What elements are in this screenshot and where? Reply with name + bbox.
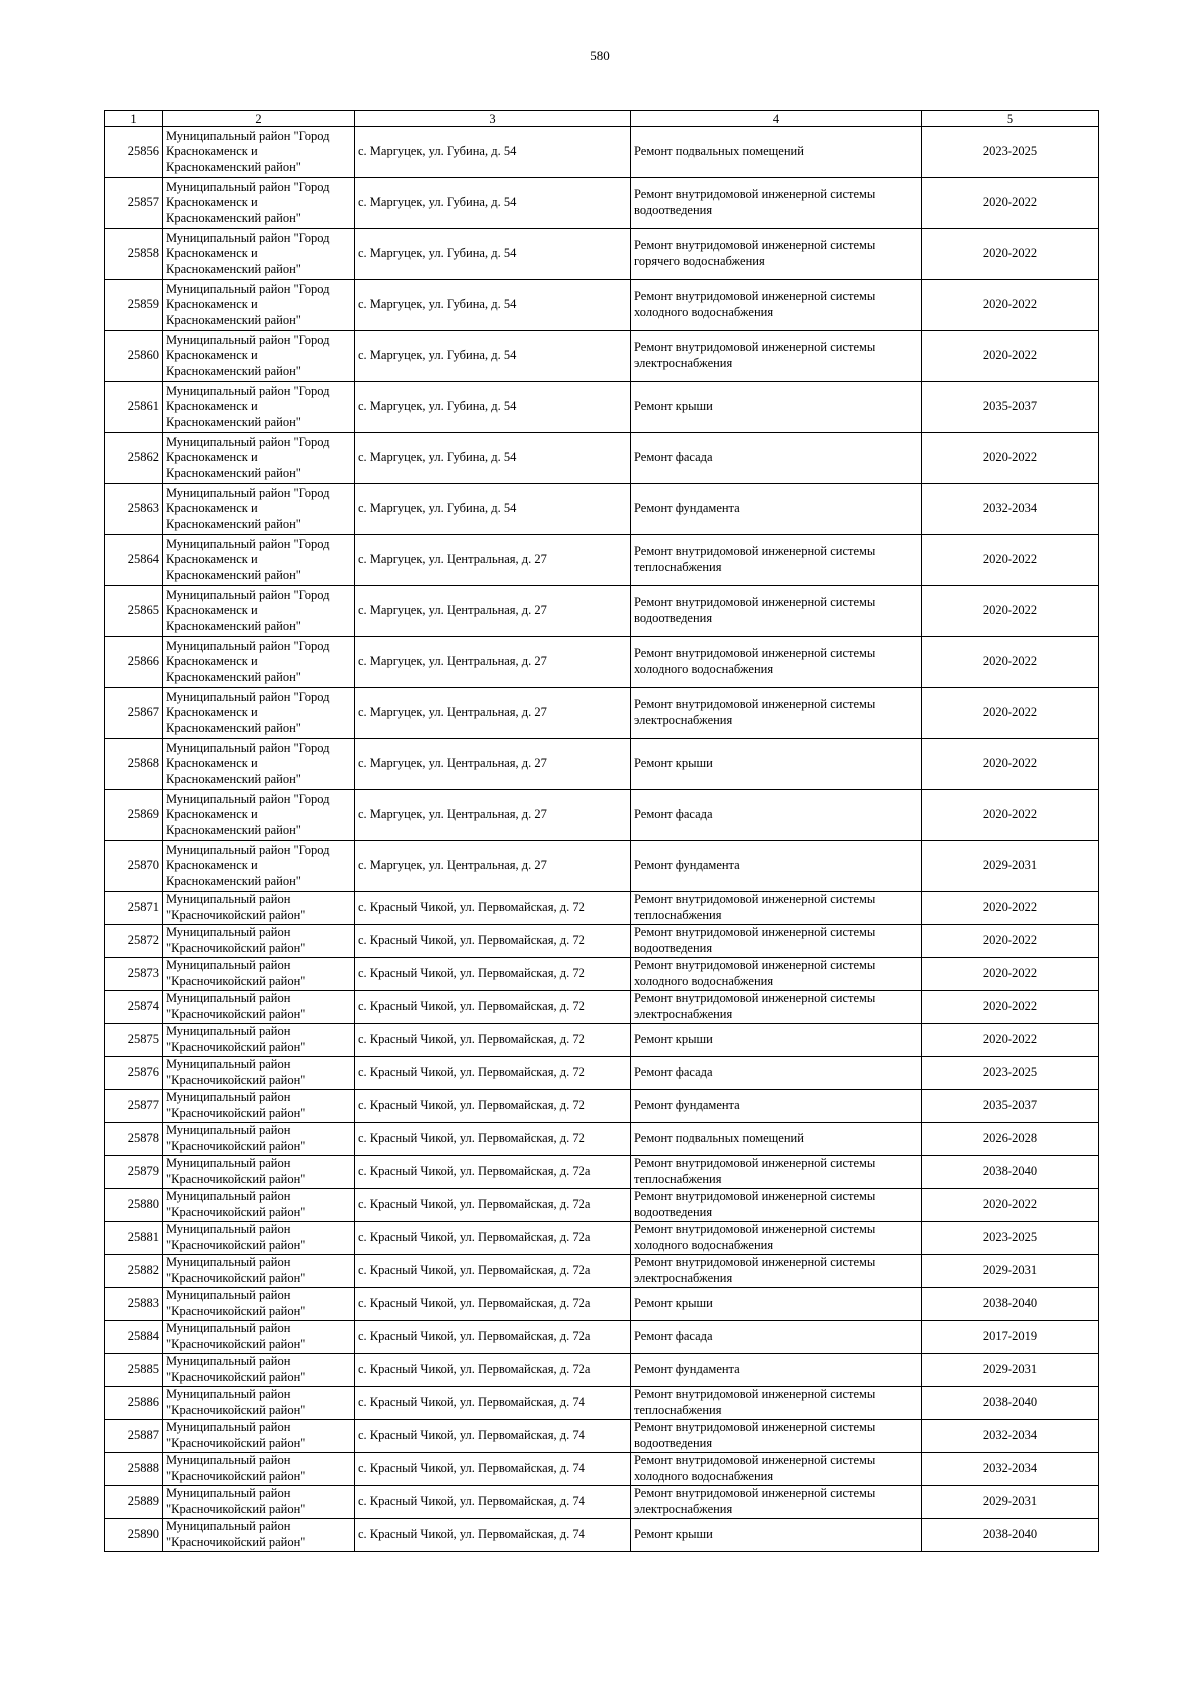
period-cell: 2029-2031 [922, 1354, 1099, 1387]
district-cell: Муниципальный район "Город Краснокаменск и Краснокаменский район" [163, 841, 355, 892]
address-cell: с. Маргуцек, ул. Центральная, д. 27 [355, 535, 631, 586]
address-cell: с. Красный Чикой, ул. Первомайская, д. 72а [355, 1222, 631, 1255]
row-number: 25877 [105, 1090, 163, 1123]
row-number: 25878 [105, 1123, 163, 1156]
address-cell: с. Красный Чикой, ул. Первомайская, д. 72а [355, 1189, 631, 1222]
period-cell: 2020-2022 [922, 331, 1099, 382]
table-row [105, 586, 1099, 637]
row-number: 25862 [105, 433, 163, 484]
period-cell: 2038-2040 [922, 1288, 1099, 1321]
table-row [105, 535, 1099, 586]
table-row [105, 841, 1099, 892]
district-cell: Муниципальный район "Красночикойский район" [163, 1057, 355, 1090]
header-col-5: 5 [922, 111, 1099, 127]
period-cell: 2029-2031 [922, 1486, 1099, 1519]
table-row [105, 1222, 1099, 1255]
row-number: 25887 [105, 1420, 163, 1453]
district-cell: Муниципальный район "Город Краснокаменск и Краснокаменский район" [163, 127, 355, 178]
district-cell: Муниципальный район "Город Краснокаменск и Краснокаменский район" [163, 637, 355, 688]
table-row [105, 1057, 1099, 1090]
work-type-cell: Ремонт внутридомовой инженерной системы холодного водоснабжения [631, 637, 922, 688]
district-cell: Муниципальный район "Город Краснокаменск и Краснокаменский район" [163, 484, 355, 535]
table-row [105, 1354, 1099, 1387]
district-cell: Муниципальный район "Красночикойский район" [163, 1519, 355, 1552]
address-cell: с. Маргуцек, ул. Центральная, д. 27 [355, 739, 631, 790]
work-type-cell: Ремонт крыши [631, 739, 922, 790]
address-cell: с. Маргуцек, ул. Губина, д. 54 [355, 127, 631, 178]
district-cell: Муниципальный район "Красночикойский район" [163, 1321, 355, 1354]
address-cell: с. Маргуцек, ул. Центральная, д. 27 [355, 841, 631, 892]
address-cell: с. Красный Чикой, ул. Первомайская, д. 72а [355, 1156, 631, 1189]
work-type-cell: Ремонт подвальных помещений [631, 127, 922, 178]
row-number: 25875 [105, 1024, 163, 1057]
period-cell: 2017-2019 [922, 1321, 1099, 1354]
work-type-cell: Ремонт внутридомовой инженерной системы водоотведения [631, 1189, 922, 1222]
address-cell: с. Маргуцек, ул. Центральная, д. 27 [355, 688, 631, 739]
period-cell: 2020-2022 [922, 688, 1099, 739]
district-cell: Муниципальный район "Город Краснокаменск и Краснокаменский район" [163, 229, 355, 280]
address-cell: с. Красный Чикой, ул. Первомайская, д. 72 [355, 1024, 631, 1057]
row-number: 25880 [105, 1189, 163, 1222]
row-number: 25876 [105, 1057, 163, 1090]
address-cell: с. Маргуцек, ул. Губина, д. 54 [355, 331, 631, 382]
row-number: 25856 [105, 127, 163, 178]
address-cell: с. Красный Чикой, ул. Первомайская, д. 72 [355, 892, 631, 925]
table-row [105, 790, 1099, 841]
table-row [105, 739, 1099, 790]
work-type-cell: Ремонт внутридомовой инженерной системы холодного водоснабжения [631, 1222, 922, 1255]
page-number: 580 [590, 48, 610, 63]
period-cell: 2038-2040 [922, 1156, 1099, 1189]
address-cell: с. Красный Чикой, ул. Первомайская, д. 72а [355, 1288, 631, 1321]
address-cell: с. Маргуцек, ул. Губина, д. 54 [355, 229, 631, 280]
row-number: 25881 [105, 1222, 163, 1255]
address-cell: с. Красный Чикой, ул. Первомайская, д. 72а [355, 1354, 631, 1387]
row-number: 25885 [105, 1354, 163, 1387]
work-type-cell: Ремонт внутридомовой инженерной системы теплоснабжения [631, 1387, 922, 1420]
work-type-cell: Ремонт внутридомовой инженерной системы холодного водоснабжения [631, 280, 922, 331]
address-cell: с. Красный Чикой, ул. Первомайская, д. 74 [355, 1486, 631, 1519]
district-cell: Муниципальный район "Красночикойский район" [163, 1354, 355, 1387]
period-cell: 2020-2022 [922, 586, 1099, 637]
row-number: 25879 [105, 1156, 163, 1189]
address-cell: с. Маргуцек, ул. Губина, д. 54 [355, 178, 631, 229]
row-number: 25890 [105, 1519, 163, 1552]
row-number: 25858 [105, 229, 163, 280]
work-type-cell: Ремонт внутридомовой инженерной системы водоотведения [631, 586, 922, 637]
row-number: 25888 [105, 1453, 163, 1486]
period-cell: 2029-2031 [922, 1255, 1099, 1288]
period-cell: 2020-2022 [922, 790, 1099, 841]
row-number: 25882 [105, 1255, 163, 1288]
period-cell: 2020-2022 [922, 1024, 1099, 1057]
row-number: 25863 [105, 484, 163, 535]
address-cell: с. Красный Чикой, ул. Первомайская, д. 74 [355, 1519, 631, 1552]
period-cell: 2029-2031 [922, 841, 1099, 892]
row-number: 25859 [105, 280, 163, 331]
table-row [105, 1024, 1099, 1057]
header-col-4: 4 [631, 111, 922, 127]
table-row [105, 1189, 1099, 1222]
table-row [105, 892, 1099, 925]
address-cell: с. Красный Чикой, ул. Первомайская, д. 72 [355, 1057, 631, 1090]
row-number: 25886 [105, 1387, 163, 1420]
table-row [105, 1486, 1099, 1519]
work-type-cell: Ремонт внутридомовой инженерной системы водоотведения [631, 925, 922, 958]
district-cell: Муниципальный район "Красночикойский район" [163, 1123, 355, 1156]
row-number: 25884 [105, 1321, 163, 1354]
table-header [105, 111, 1099, 127]
work-type-cell: Ремонт внутридомовой инженерной системы электроснабжения [631, 991, 922, 1024]
work-type-cell: Ремонт внутридомовой инженерной системы холодного водоснабжения [631, 1453, 922, 1486]
table-body [105, 127, 1099, 1552]
row-number: 25871 [105, 892, 163, 925]
district-cell: Муниципальный район "Город Краснокаменск и Краснокаменский район" [163, 790, 355, 841]
work-type-cell: Ремонт внутридомовой инженерной системы горячего водоснабжения [631, 229, 922, 280]
district-cell: Муниципальный район "Красночикойский район" [163, 892, 355, 925]
district-cell: Муниципальный район "Красночикойский район" [163, 1222, 355, 1255]
period-cell: 2032-2034 [922, 1453, 1099, 1486]
period-cell: 2020-2022 [922, 433, 1099, 484]
row-number: 25865 [105, 586, 163, 637]
row-number: 25864 [105, 535, 163, 586]
table-row [105, 925, 1099, 958]
district-cell: Муниципальный район "Город Краснокаменск и Краснокаменский район" [163, 331, 355, 382]
row-number: 25889 [105, 1486, 163, 1519]
row-number: 25874 [105, 991, 163, 1024]
header-col-1: 1 [105, 111, 163, 127]
period-cell: 2035-2037 [922, 382, 1099, 433]
work-type-cell: Ремонт внутридомовой инженерной системы электроснабжения [631, 688, 922, 739]
work-type-cell: Ремонт фасада [631, 1321, 922, 1354]
table-row [105, 1288, 1099, 1321]
work-type-cell: Ремонт фасада [631, 790, 922, 841]
address-cell: с. Маргуцек, ул. Губина, д. 54 [355, 382, 631, 433]
district-cell: Муниципальный район "Красночикойский район" [163, 1090, 355, 1123]
address-cell: с. Маргуцек, ул. Губина, д. 54 [355, 280, 631, 331]
period-cell: 2020-2022 [922, 280, 1099, 331]
work-type-cell: Ремонт фундамента [631, 1090, 922, 1123]
table-row [105, 484, 1099, 535]
period-cell: 2035-2037 [922, 1090, 1099, 1123]
address-cell: с. Красный Чикой, ул. Первомайская, д. 72 [355, 1090, 631, 1123]
period-cell: 2032-2034 [922, 484, 1099, 535]
work-type-cell: Ремонт крыши [631, 1288, 922, 1321]
work-type-cell: Ремонт фундамента [631, 1354, 922, 1387]
work-type-cell: Ремонт внутридомовой инженерной системы электроснабжения [631, 1255, 922, 1288]
period-cell: 2020-2022 [922, 925, 1099, 958]
period-cell: 2020-2022 [922, 991, 1099, 1024]
table-row [105, 637, 1099, 688]
row-number: 25872 [105, 925, 163, 958]
address-cell: с. Маргуцек, ул. Губина, д. 54 [355, 484, 631, 535]
table-row [105, 1321, 1099, 1354]
work-type-cell: Ремонт фасада [631, 433, 922, 484]
table-row [105, 688, 1099, 739]
address-cell: с. Красный Чикой, ул. Первомайская, д. 72 [355, 925, 631, 958]
row-number: 25867 [105, 688, 163, 739]
row-number: 25866 [105, 637, 163, 688]
period-cell: 2023-2025 [922, 1057, 1099, 1090]
period-cell: 2038-2040 [922, 1519, 1099, 1552]
work-type-cell: Ремонт внутридомовой инженерной системы водоотведения [631, 1420, 922, 1453]
address-cell: с. Красный Чикой, ул. Первомайская, д. 72 [355, 958, 631, 991]
table-row [105, 433, 1099, 484]
header-row [105, 111, 1099, 127]
work-type-cell: Ремонт внутридомовой инженерной системы теплоснабжения [631, 1156, 922, 1189]
row-number: 25861 [105, 382, 163, 433]
district-cell: Муниципальный район "Красночикойский район" [163, 1486, 355, 1519]
district-cell: Муниципальный район "Город Краснокаменск и Краснокаменский район" [163, 433, 355, 484]
address-cell: с. Красный Чикой, ул. Первомайская, д. 74 [355, 1453, 631, 1486]
table-row [105, 280, 1099, 331]
table-row [105, 331, 1099, 382]
period-cell: 2020-2022 [922, 178, 1099, 229]
period-cell: 2023-2025 [922, 1222, 1099, 1255]
work-type-cell: Ремонт внутридомовой инженерной системы водоотведения [631, 178, 922, 229]
district-cell: Муниципальный район "Красночикойский район" [163, 1288, 355, 1321]
work-type-cell: Ремонт крыши [631, 1519, 922, 1552]
work-type-cell: Ремонт фундамента [631, 484, 922, 535]
district-cell: Муниципальный район "Город Краснокаменск и Краснокаменский район" [163, 280, 355, 331]
work-type-cell: Ремонт внутридомовой инженерной системы холодного водоснабжения [631, 958, 922, 991]
address-cell: с. Маргуцек, ул. Губина, д. 54 [355, 433, 631, 484]
district-cell: Муниципальный район "Город Краснокаменск и Краснокаменский район" [163, 739, 355, 790]
district-cell: Муниципальный район "Город Краснокаменск и Краснокаменский район" [163, 688, 355, 739]
work-type-cell: Ремонт внутридомовой инженерной системы электроснабжения [631, 331, 922, 382]
work-type-cell: Ремонт подвальных помещений [631, 1123, 922, 1156]
table-row [105, 127, 1099, 178]
period-cell: 2020-2022 [922, 535, 1099, 586]
table-row [105, 1156, 1099, 1189]
row-number: 25869 [105, 790, 163, 841]
work-type-cell: Ремонт внутридомовой инженерной системы теплоснабжения [631, 892, 922, 925]
row-number: 25860 [105, 331, 163, 382]
address-cell: с. Красный Чикой, ул. Первомайская, д. 72 [355, 991, 631, 1024]
work-type-cell: Ремонт внутридомовой инженерной системы электроснабжения [631, 1486, 922, 1519]
period-cell: 2020-2022 [922, 229, 1099, 280]
district-cell: Муниципальный район "Город Краснокаменск и Краснокаменский район" [163, 586, 355, 637]
district-cell: Муниципальный район "Город Краснокаменск и Краснокаменский район" [163, 535, 355, 586]
table-row [105, 382, 1099, 433]
period-cell: 2020-2022 [922, 1189, 1099, 1222]
period-cell: 2020-2022 [922, 637, 1099, 688]
address-cell: с. Красный Чикой, ул. Первомайская, д. 74 [355, 1420, 631, 1453]
district-cell: Муниципальный район "Город Краснокаменск и Краснокаменский район" [163, 382, 355, 433]
address-cell: с. Маргуцек, ул. Центральная, д. 27 [355, 790, 631, 841]
header-col-2: 2 [163, 111, 355, 127]
address-cell: с. Маргуцек, ул. Центральная, д. 27 [355, 586, 631, 637]
table-row [105, 991, 1099, 1024]
work-type-cell: Ремонт фасада [631, 1057, 922, 1090]
district-cell: Муниципальный район "Красночикойский район" [163, 1387, 355, 1420]
period-cell: 2023-2025 [922, 127, 1099, 178]
period-cell: 2020-2022 [922, 892, 1099, 925]
row-number: 25870 [105, 841, 163, 892]
table-row [105, 1387, 1099, 1420]
table-row [105, 1519, 1099, 1552]
header-col-3: 3 [355, 111, 631, 127]
table-row [105, 1123, 1099, 1156]
district-cell: Муниципальный район "Город Краснокаменск и Краснокаменский район" [163, 178, 355, 229]
capital-repair-table [104, 110, 1099, 1552]
district-cell: Муниципальный район "Красночикойский район" [163, 1189, 355, 1222]
address-cell: с. Красный Чикой, ул. Первомайская, д. 72а [355, 1321, 631, 1354]
row-number: 25883 [105, 1288, 163, 1321]
work-type-cell: Ремонт крыши [631, 1024, 922, 1057]
table-row [105, 229, 1099, 280]
period-cell: 2026-2028 [922, 1123, 1099, 1156]
work-type-cell: Ремонт внутридомовой инженерной системы теплоснабжения [631, 535, 922, 586]
table-row [105, 1090, 1099, 1123]
district-cell: Муниципальный район "Красночикойский район" [163, 991, 355, 1024]
table-row [105, 178, 1099, 229]
district-cell: Муниципальный район "Красночикойский район" [163, 1255, 355, 1288]
address-cell: с. Красный Чикой, ул. Первомайская, д. 74 [355, 1387, 631, 1420]
table-row [105, 1420, 1099, 1453]
row-number: 25868 [105, 739, 163, 790]
district-cell: Муниципальный район "Красночикойский район" [163, 1453, 355, 1486]
district-cell: Муниципальный район "Красночикойский район" [163, 1156, 355, 1189]
address-cell: с. Маргуцек, ул. Центральная, д. 27 [355, 637, 631, 688]
period-cell: 2038-2040 [922, 1387, 1099, 1420]
period-cell: 2020-2022 [922, 739, 1099, 790]
row-number: 25873 [105, 958, 163, 991]
district-cell: Муниципальный район "Красночикойский район" [163, 925, 355, 958]
address-cell: с. Красный Чикой, ул. Первомайская, д. 72 [355, 1123, 631, 1156]
period-cell: 2032-2034 [922, 1420, 1099, 1453]
district-cell: Муниципальный район "Красночикойский район" [163, 1420, 355, 1453]
table-row [105, 1453, 1099, 1486]
row-number: 25857 [105, 178, 163, 229]
district-cell: Муниципальный район "Красночикойский район" [163, 1024, 355, 1057]
district-cell: Муниципальный район "Красночикойский район" [163, 958, 355, 991]
address-cell: с. Красный Чикой, ул. Первомайская, д. 72а [355, 1255, 631, 1288]
work-type-cell: Ремонт крыши [631, 382, 922, 433]
work-type-cell: Ремонт фундамента [631, 841, 922, 892]
period-cell: 2020-2022 [922, 958, 1099, 991]
table-row [105, 958, 1099, 991]
table-row [105, 1255, 1099, 1288]
